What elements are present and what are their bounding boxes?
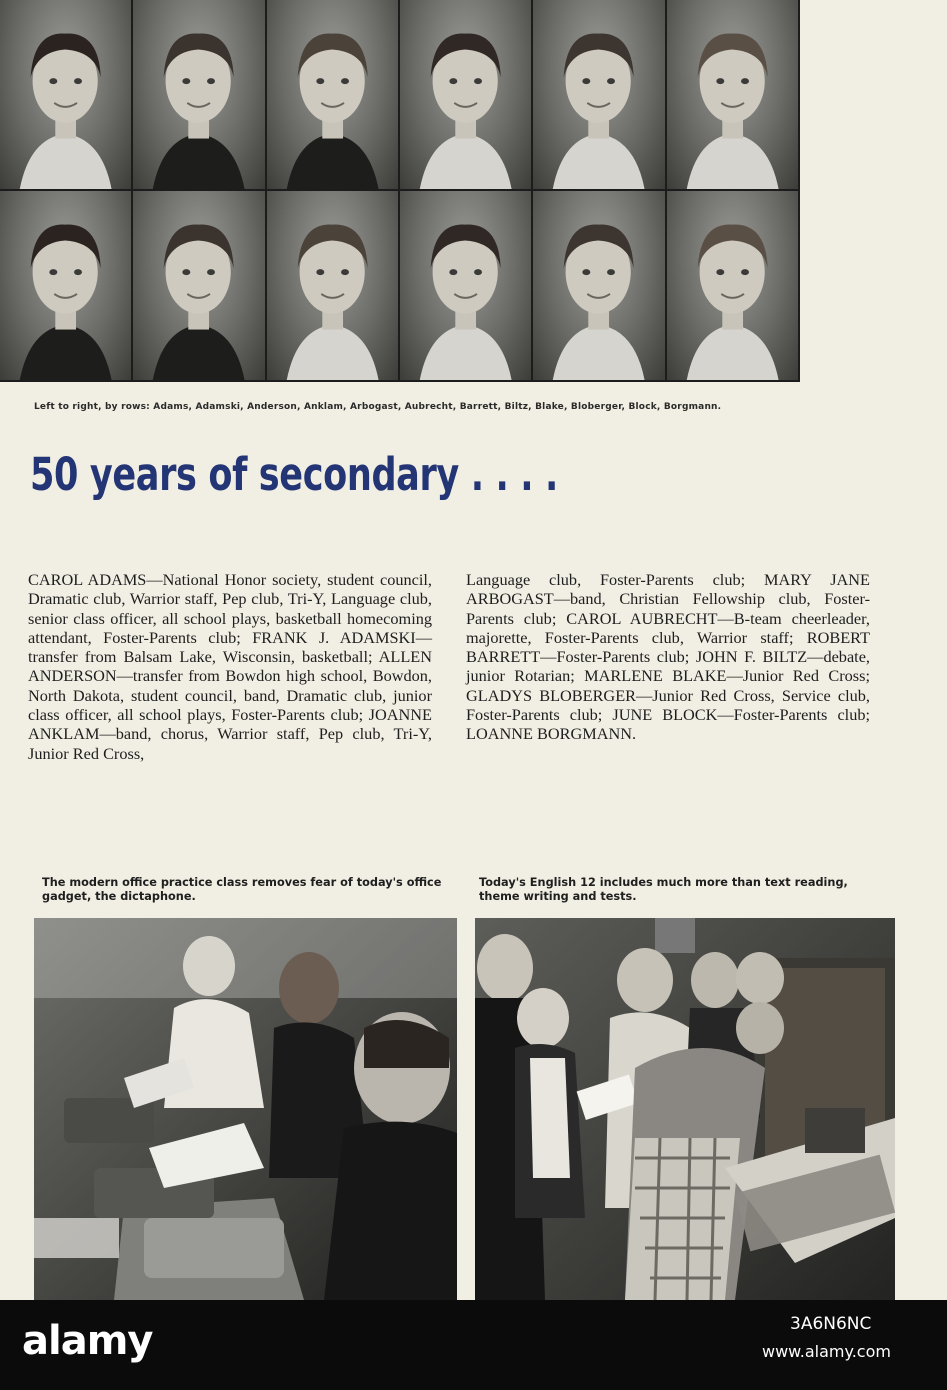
english-class-photo [475, 918, 895, 1300]
portrait-borgmann [667, 191, 800, 382]
portrait-anklam [400, 0, 533, 191]
portrait-caption: Left to right, by rows: Adams, Adamski, Anderson, Anklam, Arbogast, Aubrecht, Barrett, Biltz, Blake, Bloberger, Block, Borgmann. [34, 402, 722, 412]
portrait-adamski [133, 0, 266, 191]
portrait-biltz [133, 191, 266, 382]
portrait-bloberger [400, 191, 533, 382]
stock-url: www.alamy.com [762, 1342, 891, 1361]
page-headline: 50 years of secondary . . . . [30, 448, 558, 501]
stock-image-id: 3A6N6NC [790, 1314, 872, 1334]
body-text-left-column: CAROL ADAMS—National Honor society, student council, Dramatic club, Warrior staff, Pep club, Tri-Y, Language club, senior class officer, all school plays, basketball homecoming attendant, Foster-Parents club; FRANK J. ADAMSKI—transfer from Balsam Lake, Wisconsin, basketball; ALLEN ANDERSON—transfer from Bowdon high school, Bowdon, North Dakota, student council, band, Dramatic club, junior class officer, all school plays, Foster-Parents club; JOANNE ANKLAM—band, chorus, Warrior staff, Pep club, Tri-Y, Junior Red Cross, [28, 570, 432, 763]
body-text-right-column: Language club, Foster-Parents club; MARY JANE ARBOGAST—band, Christian Fellowship club, Foster-Parents club; CAROL AUBRECHT—B-team cheerleader, majorette, Foster-Parents club, Warrior staff; ROBERT BARRETT—Foster-Parents club; JOHN F. BILTZ—debate, junior Rotarian; MARLENE BLAKE—Junior Red Cross; GLADYS BLOBERGER—Junior Red Cross, Service club, Foster-Parents club; JUNE BLOCK—Foster-Parents club; LOANNE BORGMANN. [466, 570, 870, 744]
portrait-adams [0, 0, 133, 191]
portrait-anderson [267, 0, 400, 191]
english-class-caption: Today's English 12 includes much more than text reading, theme writing and tests. [479, 876, 848, 903]
portrait-barrett [0, 191, 133, 382]
portrait-arbogast [533, 0, 666, 191]
office-class-caption: The modern office practice class removes fear of today's office gadget, the dictaphone. [42, 876, 442, 903]
stock-logo: alamy [22, 1318, 153, 1364]
office-class-photo [34, 918, 457, 1300]
portrait-blake [267, 191, 400, 382]
portrait-block [533, 191, 666, 382]
portrait-aubrecht [667, 0, 800, 191]
portrait-grid [0, 0, 800, 382]
